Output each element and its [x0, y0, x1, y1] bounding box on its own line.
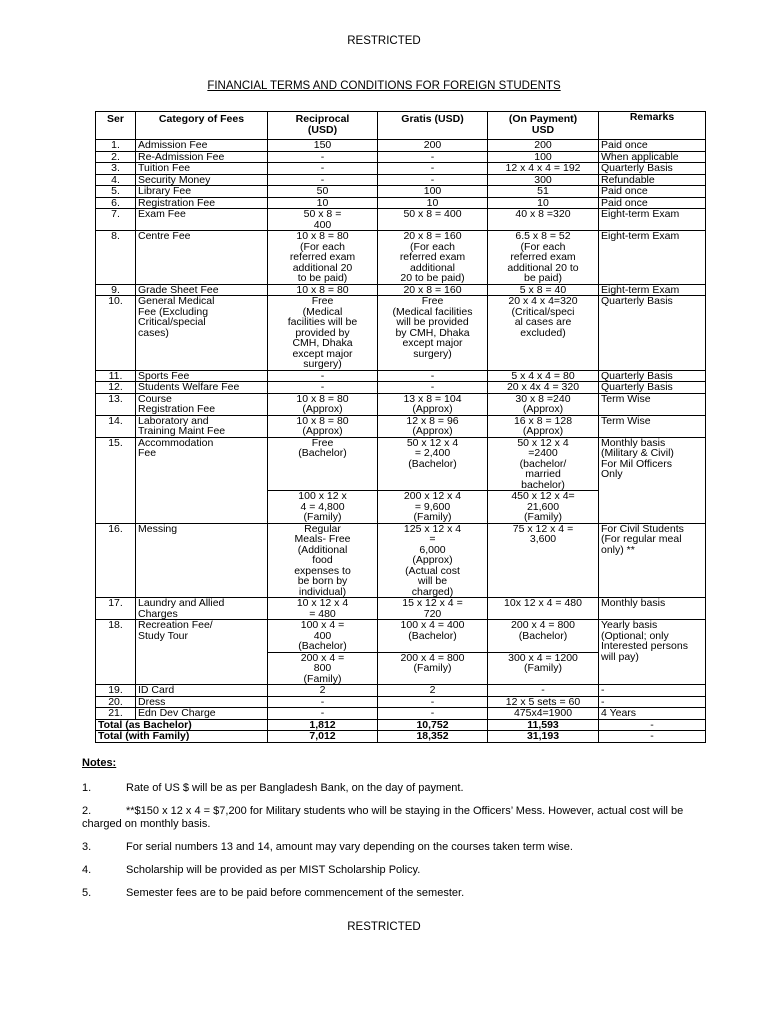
note-item: [82, 805, 714, 831]
cell-ser: 11.: [96, 370, 136, 382]
fees-table: [95, 111, 706, 743]
cell-onpayment: 10: [488, 197, 599, 209]
cell-gratis-family: 200 x 12 x 4 = 9,600 (Family): [378, 491, 488, 524]
cell-total-label: Total (with Family): [96, 731, 268, 743]
cell-reciprocal: 10 x 12 x 4 = 480: [268, 598, 378, 620]
cell-ser: 3.: [96, 163, 136, 175]
cell-remarks: Paid once: [599, 197, 706, 209]
table-row: [96, 685, 706, 697]
cell-gratis: 15 x 12 x 4 = 720: [378, 598, 488, 620]
table-row: [96, 370, 706, 382]
cell-category: Edn Dev Charge: [136, 708, 268, 720]
cell-onpayment: 40 x 8 =320: [488, 209, 599, 231]
table-row: [96, 296, 706, 371]
cell-category: Dress: [136, 696, 268, 708]
cell-remarks: Eight-term Exam: [599, 209, 706, 231]
cell-reciprocal: 10 x 8 = 80 (Approx): [268, 393, 378, 415]
cell-ser: 8.: [96, 231, 136, 285]
cell-remarks: Monthly basis (Military & Civil) For Mil Officers Only: [599, 437, 706, 523]
cell-gratis: Free (Medical facilities will be provided by CMH, Dhaka except major surgery): [378, 296, 488, 371]
cell-remarks: Paid once: [599, 186, 706, 198]
cell-category: Re-Admission Fee: [136, 151, 268, 163]
cell-reciprocal: Free (Bachelor): [268, 437, 378, 491]
table-row: [96, 140, 706, 152]
cell-onpayment: 75 x 12 x 4 = 3,600: [488, 523, 599, 598]
cell-reciprocal: -: [268, 370, 378, 382]
cell-ser: 2.: [96, 151, 136, 163]
cell-reciprocal: 10 x 8 = 80 (For each referred exam additional 20 to be paid): [268, 231, 378, 285]
cell-reciprocal-family: 100 x 12 x 4 = 4,800 (Family): [268, 491, 378, 524]
document-title: FINANCIAL TERMS AND CONDITIONS FOR FOREIGN STUDENTS: [207, 80, 561, 92]
cell-reciprocal: Regular Meals- Free (Additional food expenses to be born by individual): [268, 523, 378, 598]
cell-ser: 10.: [96, 296, 136, 371]
cell-ser: 12.: [96, 382, 136, 394]
cell-gratis: -: [378, 370, 488, 382]
cell-remarks: Term Wise: [599, 415, 706, 437]
cell-gratis: 20 x 8 = 160: [378, 284, 488, 296]
note-number: 2.: [82, 805, 92, 817]
cell-onpayment: 16 x 8 = 128 (Approx): [488, 415, 599, 437]
cell-ser: 19.: [96, 685, 136, 697]
table-row: [96, 523, 706, 598]
table-header-row: [96, 112, 706, 140]
fees-table-body: [96, 140, 706, 743]
cell-onpayment: 12 x 5 sets = 60: [488, 696, 599, 708]
table-row: [96, 620, 706, 653]
table-row: [96, 598, 706, 620]
cell-total-onpayment: 11,593: [488, 719, 599, 731]
cell-gratis: 50 x 12 x 4 = 2,400 (Bachelor): [378, 437, 488, 491]
cell-gratis: 125 x 12 x 4 = 6,000 (Approx) (Actual cost will be charged): [378, 523, 488, 598]
cell-remarks: Quarterly Basis: [599, 296, 706, 371]
cell-ser: 7.: [96, 209, 136, 231]
cell-onpayment: 10x 12 x 4 = 480: [488, 598, 599, 620]
cell-category: Grade Sheet Fee: [136, 284, 268, 296]
header-remarks: Remarks: [599, 112, 706, 140]
cell-onpayment-family: 450 x 12 x 4= 21,600 (Family): [488, 491, 599, 524]
note-item: [82, 887, 714, 900]
classification-footer: RESTRICTED: [347, 921, 421, 933]
cell-onpayment: 30 x 8 =240 (Approx): [488, 393, 599, 415]
cell-onpayment: 50 x 12 x 4 =2400 (bachelor/ married bachelor): [488, 437, 599, 491]
note-number: 4.: [82, 864, 92, 876]
table-row: [96, 209, 706, 231]
cell-remarks: Refundable: [599, 174, 706, 186]
header-ser: Ser: [96, 112, 136, 140]
notes-title: Notes:: [82, 757, 117, 769]
cell-reciprocal: -: [268, 696, 378, 708]
cell-ser: 17.: [96, 598, 136, 620]
cell-category: Centre Fee: [136, 231, 268, 285]
cell-remarks: Term Wise: [599, 393, 706, 415]
table-row: [96, 393, 706, 415]
cell-gratis: 20 x 8 = 160 (For each referred exam additional 20 to be paid): [378, 231, 488, 285]
cell-onpayment: 12 x 4 x 4 = 192: [488, 163, 599, 175]
cell-onpayment: 6.5 x 8 = 52 (For each referred exam additional 20 to be paid): [488, 231, 599, 285]
cell-reciprocal: Free (Medical facilities will be provided by CMH, Dhaka except major surgery): [268, 296, 378, 371]
cell-reciprocal-family: 200 x 4 = 800 (Family): [268, 652, 378, 685]
cell-onpayment: 20 x 4 x 4=320 (Critical/speci al cases are excluded): [488, 296, 599, 371]
cell-total-onpayment: 31,193: [488, 731, 599, 743]
cell-category: Accommodation Fee: [136, 437, 268, 523]
notes-section: [82, 757, 714, 910]
cell-ser: 20.: [96, 696, 136, 708]
cell-category: Messing: [136, 523, 268, 598]
table-row: [96, 437, 706, 491]
cell-onpayment: 100: [488, 151, 599, 163]
cell-remarks: Quarterly Basis: [599, 370, 706, 382]
cell-gratis: 2: [378, 685, 488, 697]
cell-category: Laboratory and Training Maint Fee: [136, 415, 268, 437]
table-row: [96, 186, 706, 198]
note-text: Rate of US $ will be as per Bangladesh Bank, on the day of payment.: [126, 782, 464, 794]
cell-gratis: 50 x 8 = 400: [378, 209, 488, 231]
cell-category: General Medical Fee (Excluding Critical/special cases): [136, 296, 268, 371]
cell-onpayment: -: [488, 685, 599, 697]
table-row: [96, 284, 706, 296]
table-row: [96, 231, 706, 285]
cell-ser: 1.: [96, 140, 136, 152]
note-number: 3.: [82, 841, 92, 853]
cell-reciprocal: 100 x 4 = 400 (Bachelor): [268, 620, 378, 653]
note-item: [82, 782, 714, 795]
cell-reciprocal: 150: [268, 140, 378, 152]
cell-category: Course Registration Fee: [136, 393, 268, 415]
cell-remarks: -: [599, 696, 706, 708]
cell-onpayment: 5 x 4 x 4 = 80: [488, 370, 599, 382]
header-gratis: Gratis (USD): [378, 112, 488, 140]
note-text: **$150 x 12 x 4 = $7,200 for Military students who will be staying in the Officers’ Mess. However, actual cost will be charged on monthly basis.: [82, 805, 684, 830]
cell-onpayment: 51: [488, 186, 599, 198]
cell-reciprocal: -: [268, 382, 378, 394]
note-item: [82, 841, 714, 854]
cell-ser: 15.: [96, 437, 136, 523]
cell-ser: 6.: [96, 197, 136, 209]
cell-onpayment: 200 x 4 = 800 (Bachelor): [488, 620, 599, 653]
cell-remarks: 4 Years: [599, 708, 706, 720]
cell-gratis: -: [378, 708, 488, 720]
cell-onpayment: 5 x 8 = 40: [488, 284, 599, 296]
cell-gratis: -: [378, 151, 488, 163]
cell-ser: 18.: [96, 620, 136, 685]
cell-ser: 16.: [96, 523, 136, 598]
cell-remarks: Quarterly Basis: [599, 382, 706, 394]
table-row: [96, 708, 706, 720]
cell-reciprocal: -: [268, 708, 378, 720]
table-row: [96, 696, 706, 708]
cell-reciprocal: 2: [268, 685, 378, 697]
cell-category: ID Card: [136, 685, 268, 697]
cell-remarks: Paid once: [599, 140, 706, 152]
cell-ser: 9.: [96, 284, 136, 296]
cell-onpayment: 300: [488, 174, 599, 186]
cell-remarks: Eight-term Exam: [599, 231, 706, 285]
cell-total-gratis: 10,752: [378, 719, 488, 731]
cell-ser: 13.: [96, 393, 136, 415]
cell-reciprocal: 10: [268, 197, 378, 209]
cell-gratis: 12 x 8 = 96 (Approx): [378, 415, 488, 437]
note-number: 1.: [82, 782, 92, 794]
cell-reciprocal: 10 x 8 = 80 (Approx): [268, 415, 378, 437]
header-onpayment: (On Payment) USD: [488, 112, 599, 140]
cell-onpayment: 20 x 4x 4 = 320: [488, 382, 599, 394]
cell-category: Registration Fee: [136, 197, 268, 209]
cell-total-remarks: -: [599, 719, 706, 731]
cell-remarks: Eight-term Exam: [599, 284, 706, 296]
cell-remarks: Quarterly Basis: [599, 163, 706, 175]
cell-gratis: 10: [378, 197, 488, 209]
cell-category: Security Money: [136, 174, 268, 186]
table-row: [96, 163, 706, 175]
cell-category: Recreation Fee/ Study Tour: [136, 620, 268, 685]
cell-reciprocal: -: [268, 151, 378, 163]
cell-remarks: For Civil Students (For regular meal only) **: [599, 523, 706, 598]
cell-reciprocal: -: [268, 163, 378, 175]
cell-reciprocal: -: [268, 174, 378, 186]
cell-category: Students Welfare Fee: [136, 382, 268, 394]
cell-reciprocal: 10 x 8 = 80: [268, 284, 378, 296]
cell-total-gratis: 18,352: [378, 731, 488, 743]
note-number: 5.: [82, 887, 92, 899]
table-row: [96, 197, 706, 209]
cell-gratis: -: [378, 174, 488, 186]
cell-gratis: 100 x 4 = 400 (Bachelor): [378, 620, 488, 653]
cell-gratis: -: [378, 163, 488, 175]
cell-reciprocal: 50: [268, 186, 378, 198]
cell-remarks: Yearly basis (Optional; only Interested persons will pay): [599, 620, 706, 685]
cell-reciprocal: 50 x 8 = 400: [268, 209, 378, 231]
cell-total-reciprocal: 1,812: [268, 719, 378, 731]
note-text: For serial numbers 13 and 14, amount may vary depending on the courses taken term wise.: [126, 841, 573, 853]
classification-header: RESTRICTED: [347, 35, 421, 47]
cell-gratis: 13 x 8 = 104 (Approx): [378, 393, 488, 415]
notes-list: [82, 782, 714, 900]
table-row: [96, 174, 706, 186]
cell-gratis: 200: [378, 140, 488, 152]
cell-gratis: 100: [378, 186, 488, 198]
cell-category: Sports Fee: [136, 370, 268, 382]
table-row: [96, 151, 706, 163]
note-text: Scholarship will be provided as per MIST Scholarship Policy.: [126, 864, 421, 876]
total-row: [96, 731, 706, 743]
header-reciprocal: Reciprocal (USD): [268, 112, 378, 140]
cell-category: Library Fee: [136, 186, 268, 198]
cell-category: Exam Fee: [136, 209, 268, 231]
note-text: Semester fees are to be paid before commencement of the semester.: [126, 887, 465, 899]
cell-gratis: -: [378, 382, 488, 394]
cell-remarks: Monthly basis: [599, 598, 706, 620]
table-row: [96, 415, 706, 437]
cell-total-reciprocal: 7,012: [268, 731, 378, 743]
cell-remarks: When applicable: [599, 151, 706, 163]
cell-total-label: Total (as Bachelor): [96, 719, 268, 731]
table-row: [96, 382, 706, 394]
cell-gratis-family: 200 x 4 = 800 (Family): [378, 652, 488, 685]
cell-remarks: -: [599, 685, 706, 697]
header-category: Category of Fees: [136, 112, 268, 140]
cell-category: Tuition Fee: [136, 163, 268, 175]
cell-gratis: -: [378, 696, 488, 708]
cell-ser: 5.: [96, 186, 136, 198]
cell-total-remarks: -: [599, 731, 706, 743]
cell-onpayment-family: 300 x 4 = 1200 (Family): [488, 652, 599, 685]
note-item: [82, 864, 714, 877]
cell-onpayment: 475x4=1900: [488, 708, 599, 720]
total-row: [96, 719, 706, 731]
cell-ser: 21.: [96, 708, 136, 720]
cell-onpayment: 200: [488, 140, 599, 152]
cell-category: Laundry and Allied Charges: [136, 598, 268, 620]
cell-ser: 14.: [96, 415, 136, 437]
cell-ser: 4.: [96, 174, 136, 186]
cell-category: Admission Fee: [136, 140, 268, 152]
